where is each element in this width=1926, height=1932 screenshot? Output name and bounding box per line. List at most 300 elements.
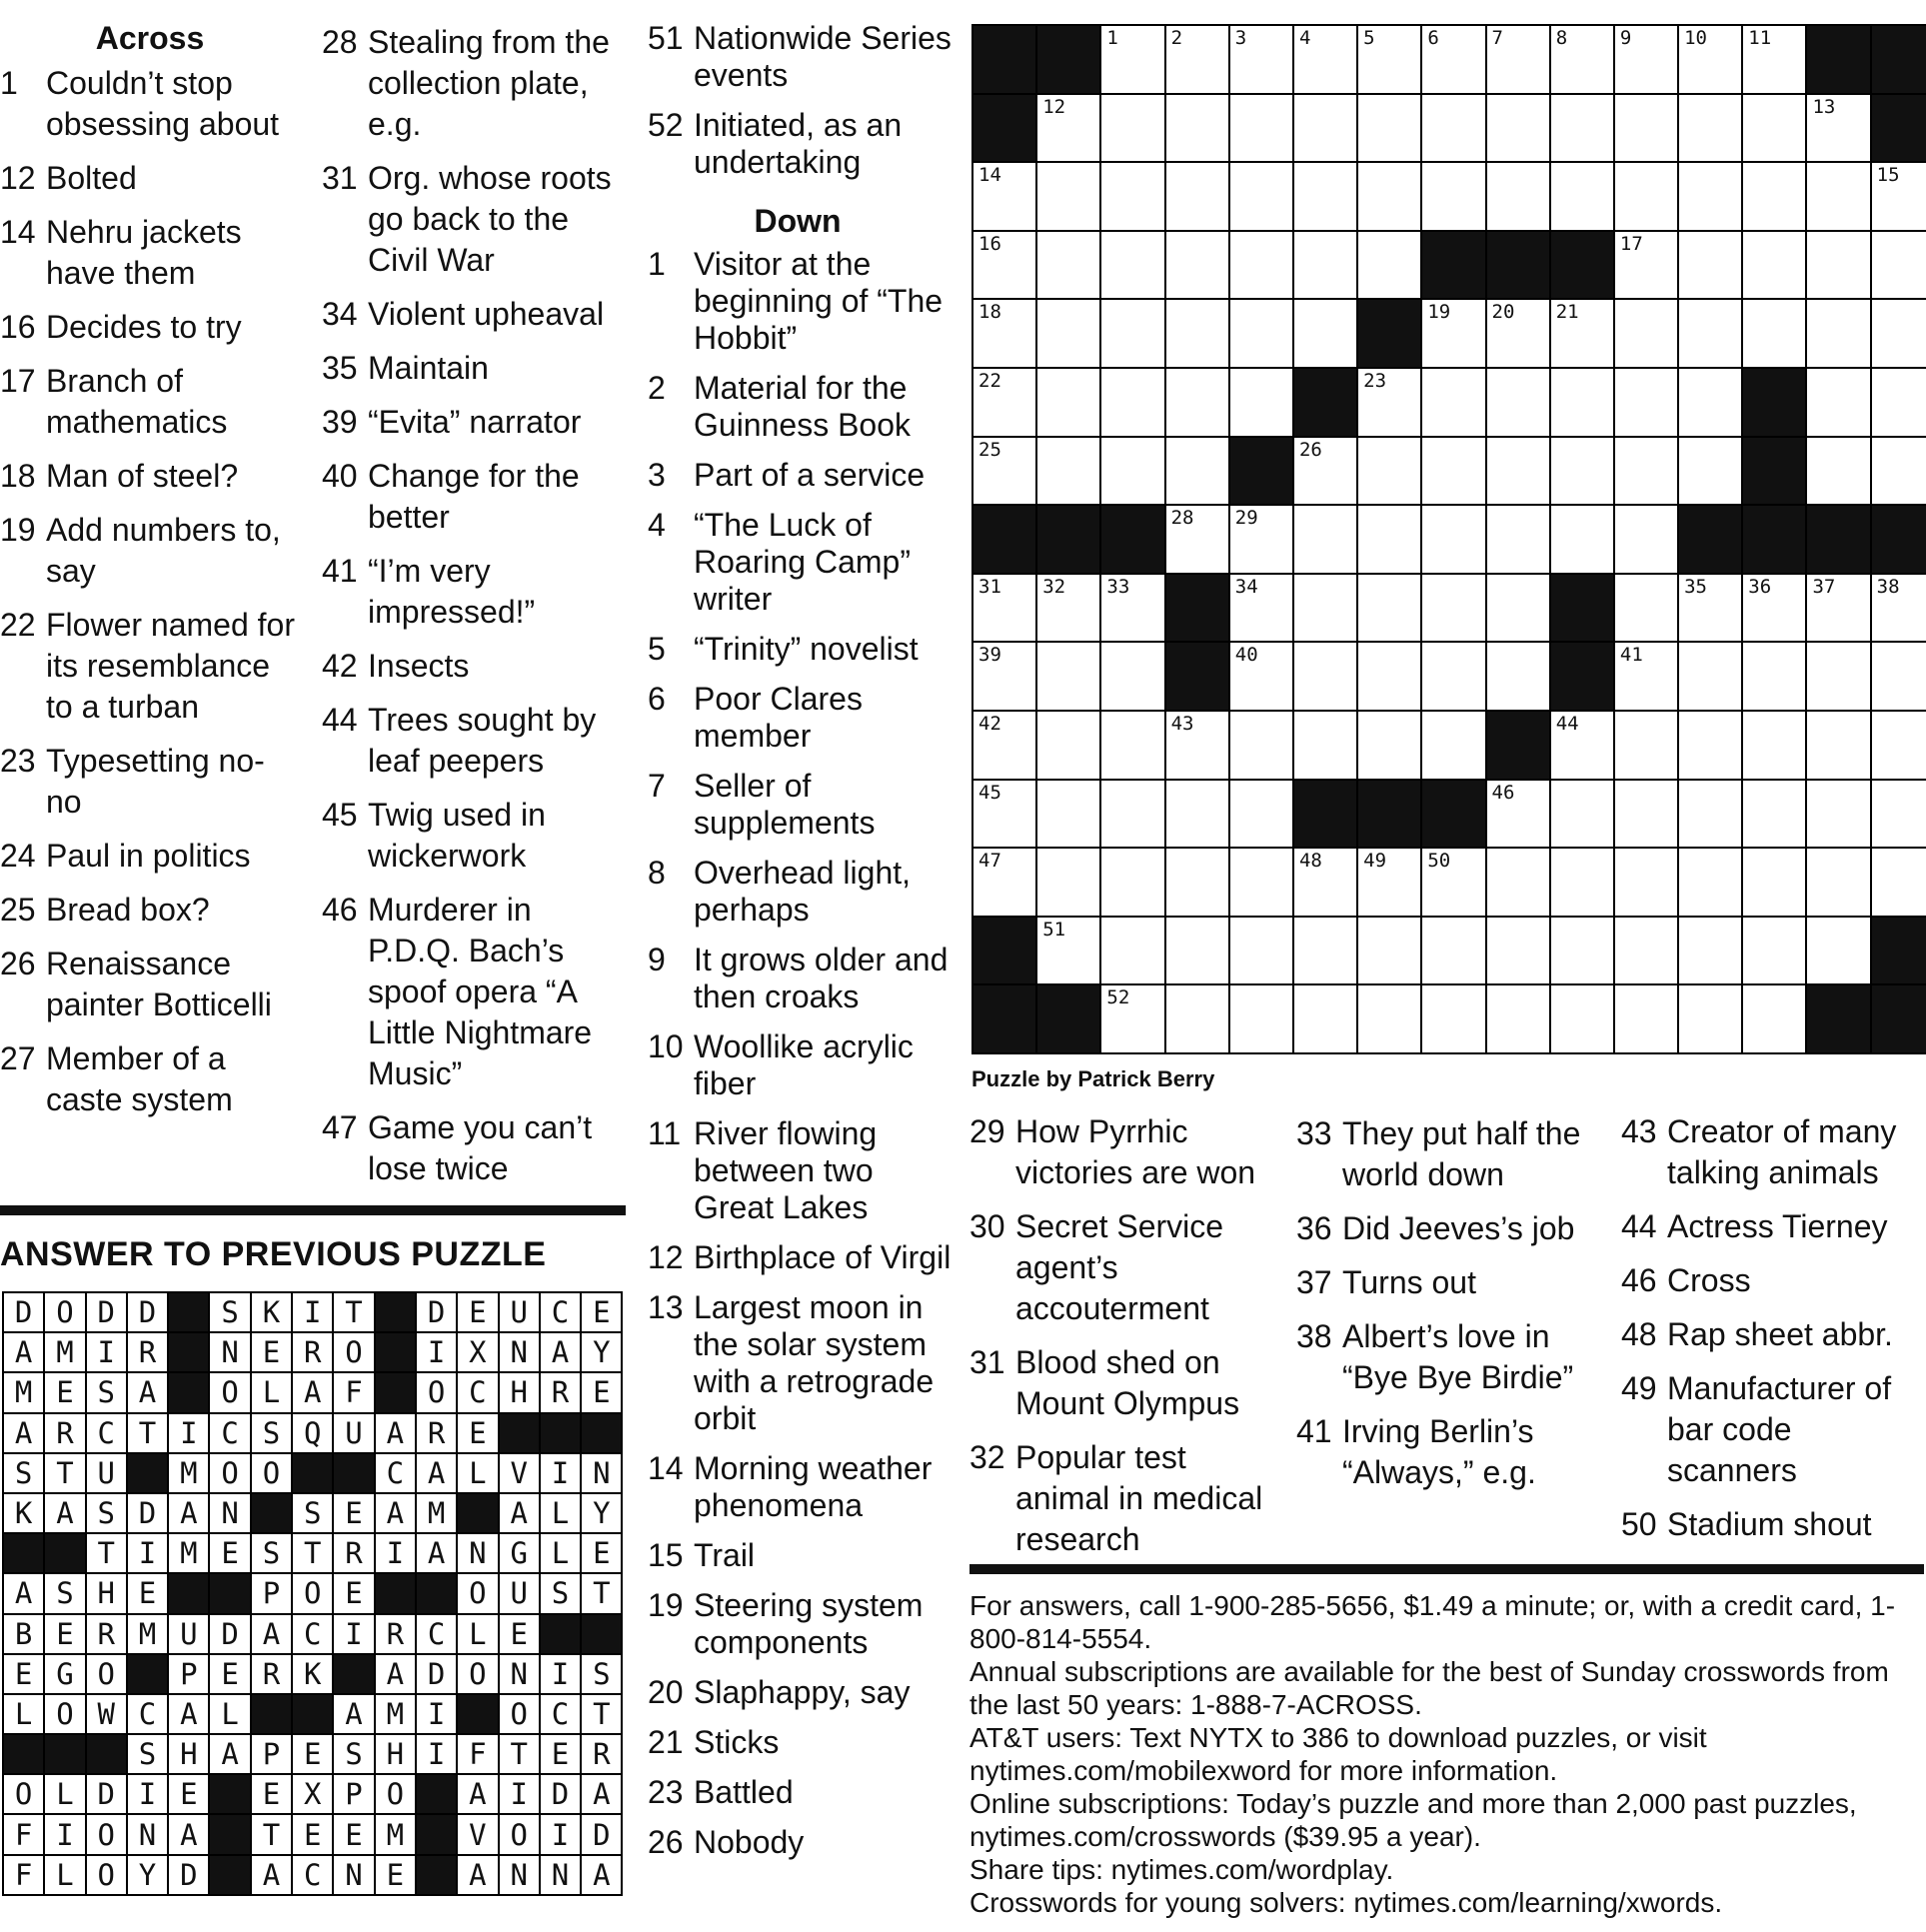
grid-cell[interactable] <box>1807 95 1871 164</box>
grid-cell[interactable] <box>1872 300 1926 369</box>
grid-cell[interactable] <box>1422 163 1486 232</box>
grid-cell[interactable] <box>973 712 1037 781</box>
down-list-1 <box>648 246 958 1861</box>
grid-cell[interactable] <box>1807 300 1871 369</box>
grid-cell[interactable] <box>1551 163 1615 232</box>
grid-cell[interactable] <box>1807 163 1871 232</box>
grid-cell[interactable] <box>1615 95 1679 164</box>
grid-cell[interactable] <box>1166 163 1230 232</box>
grid-cell[interactable] <box>1807 643 1871 712</box>
grid-cell-number: 14 <box>978 164 1001 187</box>
grid-cell[interactable] <box>1679 575 1743 644</box>
grid-cell[interactable] <box>1230 163 1294 232</box>
clue-text: Member of a caste system <box>46 1040 233 1117</box>
grid-cell[interactable] <box>1487 575 1551 644</box>
grid-cell[interactable] <box>1487 781 1551 850</box>
grid-cell[interactable] <box>1807 849 1871 918</box>
grid-cell[interactable] <box>1358 232 1422 301</box>
answer-letter: T <box>500 1735 541 1775</box>
grid-cell[interactable] <box>1872 781 1926 850</box>
answer-black-square <box>541 1615 582 1655</box>
clue-number: 52 <box>648 107 684 143</box>
grid-cell[interactable] <box>1422 849 1486 918</box>
clue <box>648 1239 958 1276</box>
grid-cell[interactable] <box>1807 918 1871 986</box>
grid-cell[interactable] <box>1679 712 1743 781</box>
grid-cell[interactable] <box>1551 712 1615 781</box>
grid-cell[interactable] <box>1551 506 1615 575</box>
grid-cell[interactable] <box>1230 506 1294 575</box>
grid-cell[interactable] <box>1872 643 1926 712</box>
answer-letter: C <box>128 1695 169 1735</box>
grid-cell[interactable] <box>1101 26 1165 95</box>
clue-text: Org. whose roots go back to the Civil War <box>368 160 612 278</box>
clue-text: Actress Tierney <box>1667 1208 1888 1244</box>
grid-cell[interactable] <box>1101 232 1165 301</box>
answer-letter: E <box>334 1494 375 1534</box>
answer-letter: E <box>128 1574 169 1614</box>
grid-cell[interactable] <box>1037 781 1101 850</box>
grid-cell[interactable] <box>1037 575 1101 644</box>
answer-letter: S <box>334 1735 375 1775</box>
answer-letter: Y <box>582 1333 621 1373</box>
grid-cell[interactable] <box>1487 300 1551 369</box>
grid-cell[interactable] <box>1807 712 1871 781</box>
clue-number: 46 <box>1621 1262 1657 1298</box>
grid-cell[interactable] <box>1551 781 1615 850</box>
grid-cell[interactable] <box>1422 918 1486 986</box>
grid-cell[interactable] <box>1358 849 1422 918</box>
answer-letter: N <box>210 1494 251 1534</box>
grid-black-square <box>1166 575 1230 644</box>
clue-number: 50 <box>1621 1506 1657 1542</box>
clue <box>1296 1262 1606 1303</box>
answer-letter: S <box>87 1373 128 1413</box>
clues-column-3 <box>648 20 958 1874</box>
grid-cell[interactable] <box>1358 575 1422 644</box>
grid-cell[interactable] <box>1615 712 1679 781</box>
grid-cell[interactable] <box>1743 300 1807 369</box>
grid-cell[interactable] <box>1551 918 1615 986</box>
grid-cell[interactable] <box>1743 95 1807 164</box>
grid-cell-number: 34 <box>1234 575 1258 598</box>
grid-cell[interactable] <box>1487 506 1551 575</box>
answer-letter: L <box>458 1615 499 1655</box>
grid-cell-number: 7 <box>1491 27 1503 49</box>
grid-cell[interactable] <box>1294 712 1358 781</box>
grid-cell[interactable] <box>1487 95 1551 164</box>
grid-cell[interactable] <box>1743 643 1807 712</box>
clue-text: Part of a service <box>694 457 926 493</box>
grid-cell-number: 17 <box>1619 232 1643 255</box>
grid-cell[interactable] <box>1422 438 1486 507</box>
grid-cell[interactable] <box>1743 849 1807 918</box>
grid-cell[interactable] <box>1807 438 1871 507</box>
grid-cell[interactable] <box>1615 163 1679 232</box>
grid-cell[interactable] <box>1166 438 1230 507</box>
grid-cell[interactable] <box>1358 506 1422 575</box>
grid-cell[interactable] <box>1101 163 1165 232</box>
grid-cell[interactable] <box>1101 781 1165 850</box>
grid-cell-number: 49 <box>1363 850 1387 873</box>
grid-cell[interactable] <box>1551 26 1615 95</box>
grid-cell[interactable] <box>1807 781 1871 850</box>
grid-cell[interactable] <box>1166 781 1230 850</box>
grid-cell[interactable] <box>1230 300 1294 369</box>
answer-letter: F <box>334 1373 375 1413</box>
info-line: Annual subscriptions are available for the best of Sunday crosswords from the last 50 years: 1-888-7-ACROSS. <box>969 1656 1889 1720</box>
grid-cell-number: 20 <box>1491 301 1515 324</box>
answer-letter: A <box>169 1494 210 1534</box>
grid-cell-number: 23 <box>1363 369 1387 392</box>
answer-letter: G <box>500 1534 541 1574</box>
grid-cell[interactable] <box>1230 26 1294 95</box>
grid-cell[interactable] <box>1037 643 1101 712</box>
clue-number: 44 <box>322 702 358 738</box>
grid-cell[interactable] <box>1422 95 1486 164</box>
answer-letter: N <box>500 1333 541 1373</box>
grid-cell[interactable] <box>1422 506 1486 575</box>
clue <box>648 507 958 618</box>
answer-black-square <box>541 1414 582 1454</box>
grid-cell[interactable] <box>1037 163 1101 232</box>
grid-cell[interactable] <box>1230 849 1294 918</box>
grid-cell[interactable] <box>1615 575 1679 644</box>
grid-cell[interactable] <box>1679 849 1743 918</box>
grid-cell[interactable] <box>1615 849 1679 918</box>
clue-number: 7 <box>648 768 666 804</box>
grid-cell[interactable] <box>973 438 1037 507</box>
grid-cell[interactable] <box>973 643 1037 712</box>
grid-cell[interactable] <box>1872 438 1926 507</box>
grid-cell[interactable] <box>1679 985 1743 1052</box>
clue-text: Trail <box>694 1537 756 1573</box>
grid-cell[interactable] <box>1294 643 1358 712</box>
grid-cell-number: 51 <box>1042 918 1066 941</box>
grid-cell[interactable] <box>1872 232 1926 301</box>
answer-letter: T <box>45 1454 86 1494</box>
grid-cell[interactable] <box>1230 643 1294 712</box>
answer-letter: H <box>376 1735 417 1775</box>
grid-cell[interactable] <box>1358 26 1422 95</box>
grid-cell[interactable] <box>973 849 1037 918</box>
grid-cell[interactable] <box>1037 300 1101 369</box>
grid-cell[interactable] <box>1487 985 1551 1052</box>
grid-cell[interactable] <box>1422 643 1486 712</box>
grid-black-square <box>1487 232 1551 301</box>
grid-cell[interactable] <box>1551 985 1615 1052</box>
grid-cell[interactable] <box>1487 369 1551 438</box>
grid-cell[interactable] <box>1294 985 1358 1052</box>
grid-cell[interactable] <box>1679 369 1743 438</box>
grid-cell[interactable] <box>1101 300 1165 369</box>
clue-text: Stealing from the collection plate, e.g. <box>368 24 610 142</box>
grid-cell[interactable] <box>1679 163 1743 232</box>
grid-cell[interactable] <box>1037 438 1101 507</box>
grid-cell[interactable] <box>1101 918 1165 986</box>
clue <box>0 741 300 823</box>
grid-cell[interactable] <box>1615 918 1679 986</box>
grid-cell[interactable] <box>1358 985 1422 1052</box>
grid-cell[interactable] <box>1166 95 1230 164</box>
grid-cell[interactable] <box>1872 849 1926 918</box>
clue-number: 1 <box>648 246 666 282</box>
grid-cell[interactable] <box>1743 232 1807 301</box>
clue <box>0 944 300 1025</box>
grid-cell-number: 5 <box>1363 27 1375 49</box>
grid-cell[interactable] <box>1872 163 1926 232</box>
grid-cell[interactable] <box>1487 918 1551 986</box>
clue-text: Woollike acrylic fiber <box>694 1028 914 1101</box>
grid-cell[interactable] <box>1422 300 1486 369</box>
grid-cell[interactable] <box>1615 506 1679 575</box>
grid-cell[interactable] <box>1101 575 1165 644</box>
grid-cell[interactable] <box>1294 163 1358 232</box>
clue-text: Change for the better <box>368 458 580 535</box>
answer-letter: D <box>417 1293 458 1333</box>
grid-cell[interactable] <box>1230 918 1294 986</box>
answer-letter: C <box>87 1414 128 1454</box>
grid-cell[interactable] <box>1230 95 1294 164</box>
grid-cell[interactable] <box>1743 918 1807 986</box>
grid-cell[interactable] <box>973 575 1037 644</box>
clue-number: 14 <box>648 1450 684 1486</box>
answer-black-square <box>4 1534 45 1574</box>
grid-cell[interactable] <box>1551 849 1615 918</box>
answer-letter: V <box>458 1815 499 1855</box>
grid-cell[interactable] <box>1358 163 1422 232</box>
answer-letter: D <box>417 1655 458 1695</box>
grid-cell[interactable] <box>1166 712 1230 781</box>
answer-letter: P <box>169 1655 210 1695</box>
grid-cell[interactable] <box>1101 369 1165 438</box>
grid-cell[interactable] <box>1807 232 1871 301</box>
grid-cell[interactable] <box>1551 438 1615 507</box>
grid-cell[interactable] <box>1166 506 1230 575</box>
grid-cell[interactable] <box>1743 575 1807 644</box>
grid-cell[interactable] <box>1679 300 1743 369</box>
grid-cell[interactable] <box>1807 575 1871 644</box>
grid-cell[interactable] <box>1487 643 1551 712</box>
grid-cell[interactable] <box>1230 232 1294 301</box>
grid-cell[interactable] <box>1166 985 1230 1052</box>
grid-cell[interactable] <box>1037 232 1101 301</box>
grid-cell[interactable] <box>1230 985 1294 1052</box>
grid-cell[interactable] <box>1679 643 1743 712</box>
grid-cell[interactable] <box>1358 438 1422 507</box>
grid-cell[interactable] <box>1487 849 1551 918</box>
grid-cell[interactable] <box>1743 163 1807 232</box>
grid-cell[interactable] <box>1615 300 1679 369</box>
grid-cell[interactable] <box>1230 712 1294 781</box>
grid-cell[interactable] <box>1037 918 1101 986</box>
grid-cell[interactable] <box>1037 849 1101 918</box>
grid-cell[interactable] <box>1615 26 1679 95</box>
answer-black-square <box>417 1574 458 1614</box>
answer-letter: O <box>376 1775 417 1815</box>
grid-cell[interactable] <box>1422 369 1486 438</box>
grid-cell[interactable] <box>1551 369 1615 438</box>
grid-cell[interactable] <box>973 369 1037 438</box>
answer-row <box>4 1494 621 1534</box>
grid-cell[interactable] <box>1294 575 1358 644</box>
grid-cell-number: 41 <box>1619 644 1643 667</box>
answer-row <box>4 1695 621 1735</box>
answer-letter: E <box>582 1373 621 1413</box>
clue <box>1621 1504 1926 1545</box>
grid-cell[interactable] <box>1294 26 1358 95</box>
grid-cell[interactable] <box>1679 781 1743 850</box>
grid-cell[interactable] <box>1679 26 1743 95</box>
grid-cell[interactable] <box>1166 369 1230 438</box>
grid-cell[interactable] <box>1358 918 1422 986</box>
grid-cell[interactable] <box>973 781 1037 850</box>
divider-left <box>0 1205 626 1215</box>
grid-cell[interactable] <box>1358 369 1422 438</box>
grid-cell[interactable] <box>1872 712 1926 781</box>
clue-text: Secret Service agent’s accouterment <box>1015 1208 1224 1326</box>
grid-cell[interactable] <box>1615 438 1679 507</box>
grid-cell[interactable] <box>1294 232 1358 301</box>
clue <box>648 1774 958 1811</box>
grid-cell[interactable] <box>1101 95 1165 164</box>
grid-cell[interactable] <box>1743 781 1807 850</box>
grid-cell[interactable] <box>1615 781 1679 850</box>
grid-cell[interactable] <box>1679 438 1743 507</box>
grid-row <box>973 300 1926 369</box>
clue-text: Renaissance painter Botticelli <box>46 946 272 1022</box>
grid-cell[interactable] <box>1487 26 1551 95</box>
answer-letter: E <box>376 1856 417 1894</box>
grid-cell-number: 42 <box>978 712 1001 735</box>
grid-cell[interactable] <box>1551 95 1615 164</box>
grid-cell[interactable] <box>1743 712 1807 781</box>
grid-cell[interactable] <box>1294 300 1358 369</box>
grid-cell[interactable] <box>1101 438 1165 507</box>
grid-black-square <box>1422 232 1486 301</box>
grid-cell[interactable] <box>1101 985 1165 1052</box>
answer-letter: S <box>252 1534 293 1574</box>
answer-letter: C <box>376 1454 417 1494</box>
answer-letter: U <box>334 1414 375 1454</box>
grid-cell[interactable] <box>1294 849 1358 918</box>
answer-black-square <box>45 1534 86 1574</box>
answer-letter: D <box>87 1293 128 1333</box>
grid-cell-number: 15 <box>1876 164 1900 187</box>
clue <box>1621 1260 1926 1301</box>
grid-cell[interactable] <box>1422 985 1486 1052</box>
answer-black-square <box>417 1775 458 1815</box>
grid-cell[interactable] <box>973 300 1037 369</box>
clue-text: Couldn’t stop obsessing about <box>46 65 280 142</box>
grid-cell[interactable] <box>1037 369 1101 438</box>
clue-text: Slaphappy, say <box>694 1674 911 1710</box>
grid-cell[interactable] <box>1551 300 1615 369</box>
clue-text: Turns out <box>1342 1264 1476 1300</box>
grid-cell-number: 2 <box>1170 27 1183 49</box>
answer-black-square <box>334 1454 375 1494</box>
grid-cell[interactable] <box>1101 712 1165 781</box>
clue <box>322 22 628 145</box>
clue-number: 24 <box>0 838 36 874</box>
grid-cell[interactable] <box>1743 985 1807 1052</box>
grid-cell[interactable] <box>1358 643 1422 712</box>
grid-cell[interactable] <box>1037 712 1101 781</box>
answer-black-square <box>45 1735 86 1775</box>
answer-letter: L <box>210 1695 251 1735</box>
across-list-2 <box>322 22 628 1189</box>
grid-cell[interactable] <box>1422 575 1486 644</box>
crossword-grid <box>971 24 1926 1054</box>
grid-cell-number: 12 <box>1042 95 1066 118</box>
grid-cell[interactable] <box>1294 95 1358 164</box>
answer-letter: I <box>417 1333 458 1373</box>
grid-cell[interactable] <box>1166 849 1230 918</box>
answer-letter: A <box>417 1534 458 1574</box>
answer-row <box>4 1815 621 1855</box>
grid-cell[interactable] <box>1615 232 1679 301</box>
grid-cell[interactable] <box>1166 918 1230 986</box>
answer-letter: X <box>293 1775 334 1815</box>
answer-letter: I <box>417 1695 458 1735</box>
grid-cell-number: 8 <box>1555 27 1568 49</box>
grid-cell[interactable] <box>1487 438 1551 507</box>
previous-answer-title: ANSWER TO PREVIOUS PUZZLE <box>0 1235 547 1273</box>
grid-cell[interactable] <box>1872 575 1926 644</box>
grid-cell[interactable] <box>1872 369 1926 438</box>
grid-cell[interactable] <box>1101 643 1165 712</box>
grid-cell[interactable] <box>1807 369 1871 438</box>
grid-cell[interactable] <box>1615 985 1679 1052</box>
grid-cell[interactable] <box>1101 849 1165 918</box>
grid-cell[interactable] <box>1166 26 1230 95</box>
grid-cell[interactable] <box>1679 95 1743 164</box>
grid-cell[interactable] <box>1487 163 1551 232</box>
grid-cell[interactable] <box>973 232 1037 301</box>
grid-cell[interactable] <box>1358 95 1422 164</box>
clue-text: “Evita” narrator <box>368 404 582 440</box>
grid-cell[interactable] <box>1743 26 1807 95</box>
clue-number: 48 <box>1621 1316 1657 1352</box>
grid-cell[interactable] <box>1294 438 1358 507</box>
grid-cell[interactable] <box>1230 781 1294 850</box>
grid-cell[interactable] <box>1422 26 1486 95</box>
grid-cell[interactable] <box>1422 712 1486 781</box>
grid-cell[interactable] <box>1679 232 1743 301</box>
grid-cell[interactable] <box>1294 506 1358 575</box>
grid-cell[interactable] <box>1358 712 1422 781</box>
answer-letter: C <box>210 1414 251 1454</box>
grid-cell[interactable] <box>1230 575 1294 644</box>
answer-letter: A <box>252 1615 293 1655</box>
grid-cell[interactable] <box>1166 300 1230 369</box>
answer-letter: L <box>45 1856 86 1894</box>
grid-cell[interactable] <box>1166 232 1230 301</box>
answer-letter: O <box>45 1695 86 1735</box>
grid-black-square <box>1872 26 1926 95</box>
grid-cell[interactable] <box>973 163 1037 232</box>
grid-cell[interactable] <box>1294 918 1358 986</box>
grid-cell[interactable] <box>1615 643 1679 712</box>
answer-letter: O <box>293 1574 334 1614</box>
grid-cell[interactable] <box>1679 918 1743 986</box>
answer-letter: E <box>293 1815 334 1855</box>
grid-cell[interactable] <box>1615 369 1679 438</box>
grid-cell[interactable] <box>1037 95 1101 164</box>
grid-cell[interactable] <box>1230 369 1294 438</box>
clue-number: 51 <box>648 20 684 56</box>
answer-letter: N <box>582 1454 621 1494</box>
